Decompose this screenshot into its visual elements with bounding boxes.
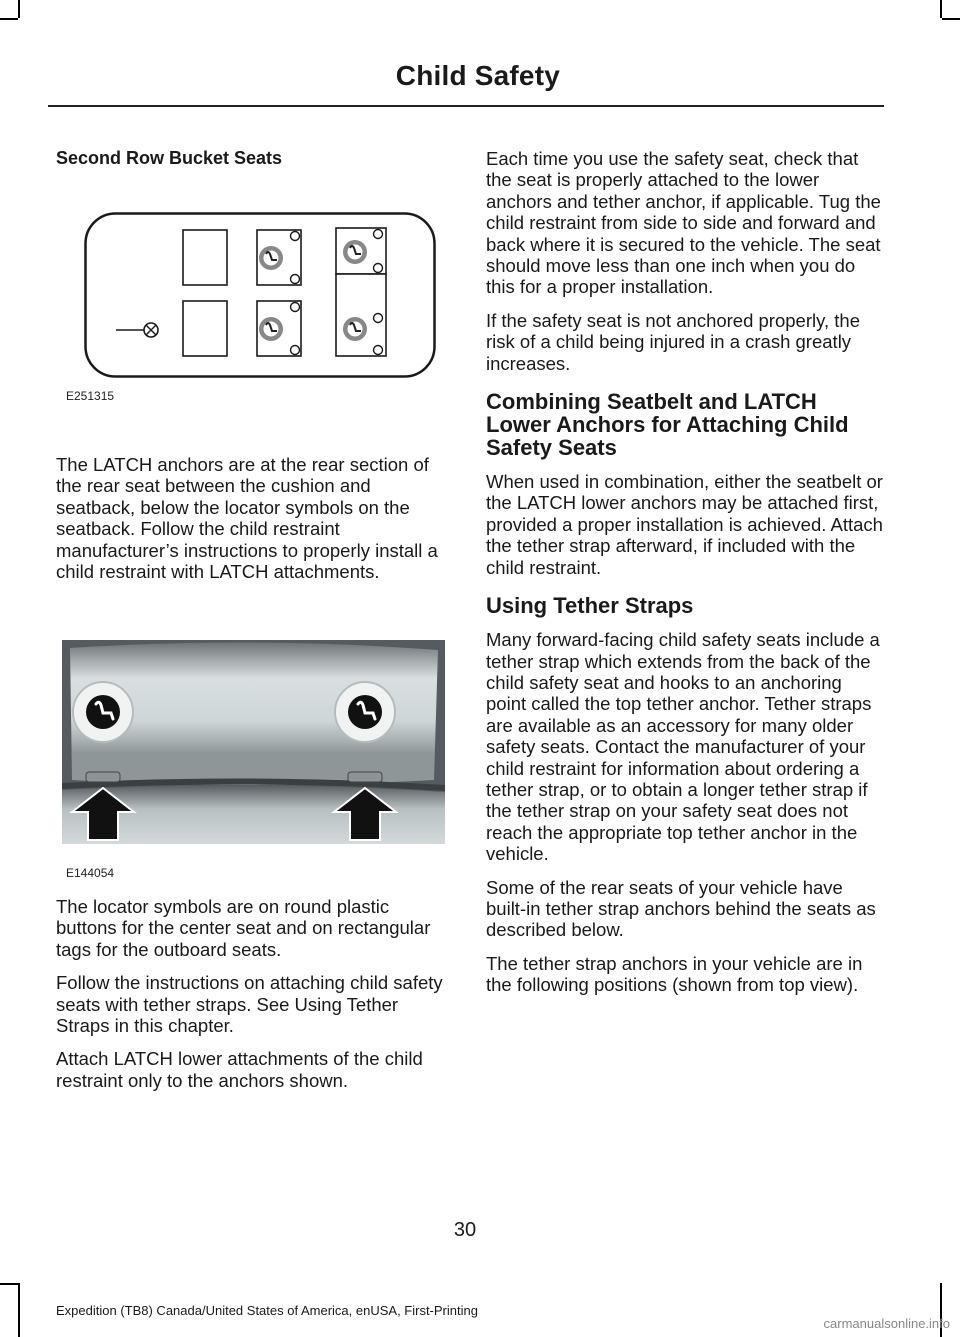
crop-mark	[0, 18, 18, 20]
crop-mark	[942, 18, 960, 20]
page-number: 30	[453, 1219, 477, 1241]
section-heading: Combining Seatbelt and LATCH Lower Anchors for Attaching Child Safety Seats	[486, 389, 849, 461]
crop-mark	[940, 0, 942, 18]
child-seat-icon	[343, 240, 367, 264]
paragraph: Attach LATCH lower attachments of the child restraint only to the anchors shown.	[56, 1048, 423, 1091]
left-text-block-2	[56, 896, 451, 1103]
watermark: carmanualsonline.info	[823, 1316, 950, 1331]
crop-mark	[18, 1283, 20, 1337]
paragraph: The LATCH anchors are at the rear section of the rear seat between the cushion and seatback, below the locator symbols on the seatback. Follow the child restraint manufacturer’s instructions to properly install a child restraint with LATCH attachments.	[56, 454, 438, 583]
crop-mark	[18, 0, 20, 18]
section-heading: Using Tether Straps	[486, 593, 694, 619]
seat-square	[183, 301, 227, 356]
child-seat-icon	[259, 317, 283, 341]
footer-text: Expedition (TB8) Canada/United States of America, enUSA, First-Printing	[56, 1303, 478, 1318]
paragraph: The locator symbols are on round plastic buttons for the center seat and on rectangular tags for the outboard seats.	[56, 896, 431, 960]
seat-square	[183, 230, 227, 285]
paragraph: Follow the instructions on attaching child safety seats with tether straps. See Using Tether Straps in this chapter.	[56, 972, 443, 1037]
seat-diagram-svg	[84, 212, 436, 378]
figure-code: E144054	[66, 866, 115, 880]
figure-code: E251315	[66, 389, 115, 403]
latch-photo-svg	[62, 640, 445, 844]
child-seat-icon	[259, 246, 283, 270]
right-column	[486, 148, 884, 1008]
child-seat-locator-icon	[73, 682, 133, 742]
paragraph: When used in combination, either the seatbelt or the LATCH lower anchors may be attached first, provided a proper installation is achieved. Attach the tether strap afterward, if included with the child restraint.	[486, 471, 883, 578]
header-rule	[48, 105, 884, 107]
left-column	[56, 148, 451, 181]
paragraph: If the safety seat is not anchored properly, the risk of a child being injured in a crash greatly increases.	[486, 309, 860, 374]
paragraph: The tether strap anchors in your vehicle are in the following positions (shown from top view).	[486, 952, 863, 996]
latch-locator-photo	[62, 640, 445, 844]
seat-anchor-diagram	[84, 212, 436, 378]
page-title: Child Safety	[395, 60, 560, 91]
child-seat-icon	[343, 317, 367, 341]
paragraph: Each time you use the safety seat, check that the seat is properly attached to the lower anchors and tether anchor, if applicable. Tug the child restraint from side to side and forward and back where it is secured to the vehicle. The seat should move less than one inch when you do this for a proper installation.	[486, 148, 881, 298]
paragraph: Some of the rear seats of your vehicle have built-in tether strap anchors behind the seats as described below.	[486, 876, 876, 941]
child-seat-locator-icon	[335, 682, 395, 742]
crop-mark	[0, 1283, 18, 1285]
section-subheading: Second Row Bucket Seats	[56, 148, 283, 168]
left-text-block	[56, 454, 451, 594]
paragraph: Many forward-facing child safety seats include a tether strap which extends from the back of the child safety seat and hooks to an anchoring point called the top tether anchor. Tether straps are available as an accessory for many older safety seats. Contact the manufacturer of your child restraint for information about ordering a tether strap, or to obtain a longer tether strap if the tether strap on your safety seat does not reach the appropriate top tether anchor in the vehicle.	[486, 629, 880, 865]
